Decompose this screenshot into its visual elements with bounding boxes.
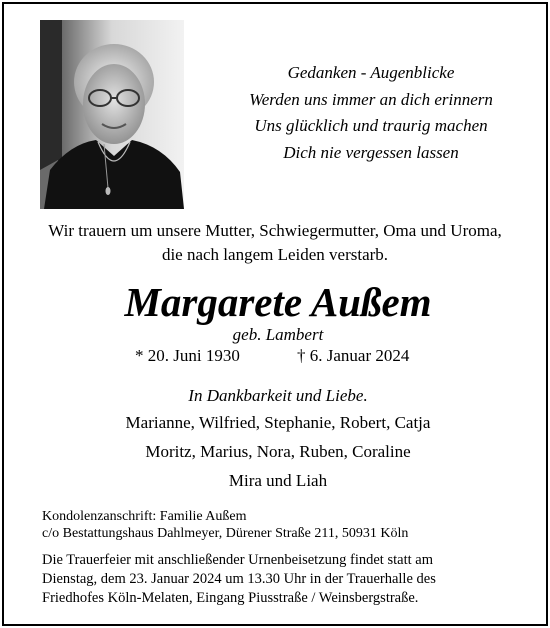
mourning-intro: Wir trauern um unsere Mutter, Schwiegermutter, Oma und Uroma, die nach langem Leiden verstarb. (48, 221, 502, 264)
life-dates (40, 345, 516, 367)
service-line: Dienstag, dem 23. Januar 2024 um 13.30 Uhr in der Trauerhalle des (42, 571, 436, 587)
funeral-service-info (42, 551, 512, 608)
service-line: Die Trauerfeier mit anschließender Urnenbeisetzung findet statt am (42, 552, 433, 568)
condolence-line: Kondolenzanschrift: Familie Außem (42, 509, 247, 524)
family-line: Mira und Liah (228, 471, 328, 490)
poem-line: Dich nie vergessen lassen (283, 142, 459, 162)
memorial-poem (210, 60, 532, 166)
family-line: Marianne, Wilfried, Stephanie, Robert, Catja (125, 413, 431, 432)
death-date: † 6. Januar 2024 (297, 346, 410, 365)
gratitude-line: In Dankbarkeit und Liebe. (188, 386, 368, 405)
service-line: Friedhofes Köln-Melaten, Eingang Piusstraße / Weinsbergstraße. (42, 590, 419, 606)
condolence-line: c/o Bestattungshaus Dahlmeyer, Dürener Straße 211, 50931 Köln (42, 526, 409, 541)
maiden-name: geb. Lambert (232, 325, 324, 344)
poem-line: Werden uns immer an dich erinnern (249, 89, 493, 109)
portrait-photo (40, 20, 184, 209)
birth-date: * 20. Juni 1930 (135, 346, 240, 365)
condolence-address (42, 508, 512, 542)
poem-line: Gedanken - Augenblicke (287, 63, 455, 82)
family-names (40, 408, 516, 495)
family-line: Moritz, Marius, Nora, Ruben, Coraline (145, 442, 411, 461)
deceased-name: Margarete Außem (124, 279, 432, 325)
poem-line: Uns glücklich und traurig machen (254, 116, 488, 135)
